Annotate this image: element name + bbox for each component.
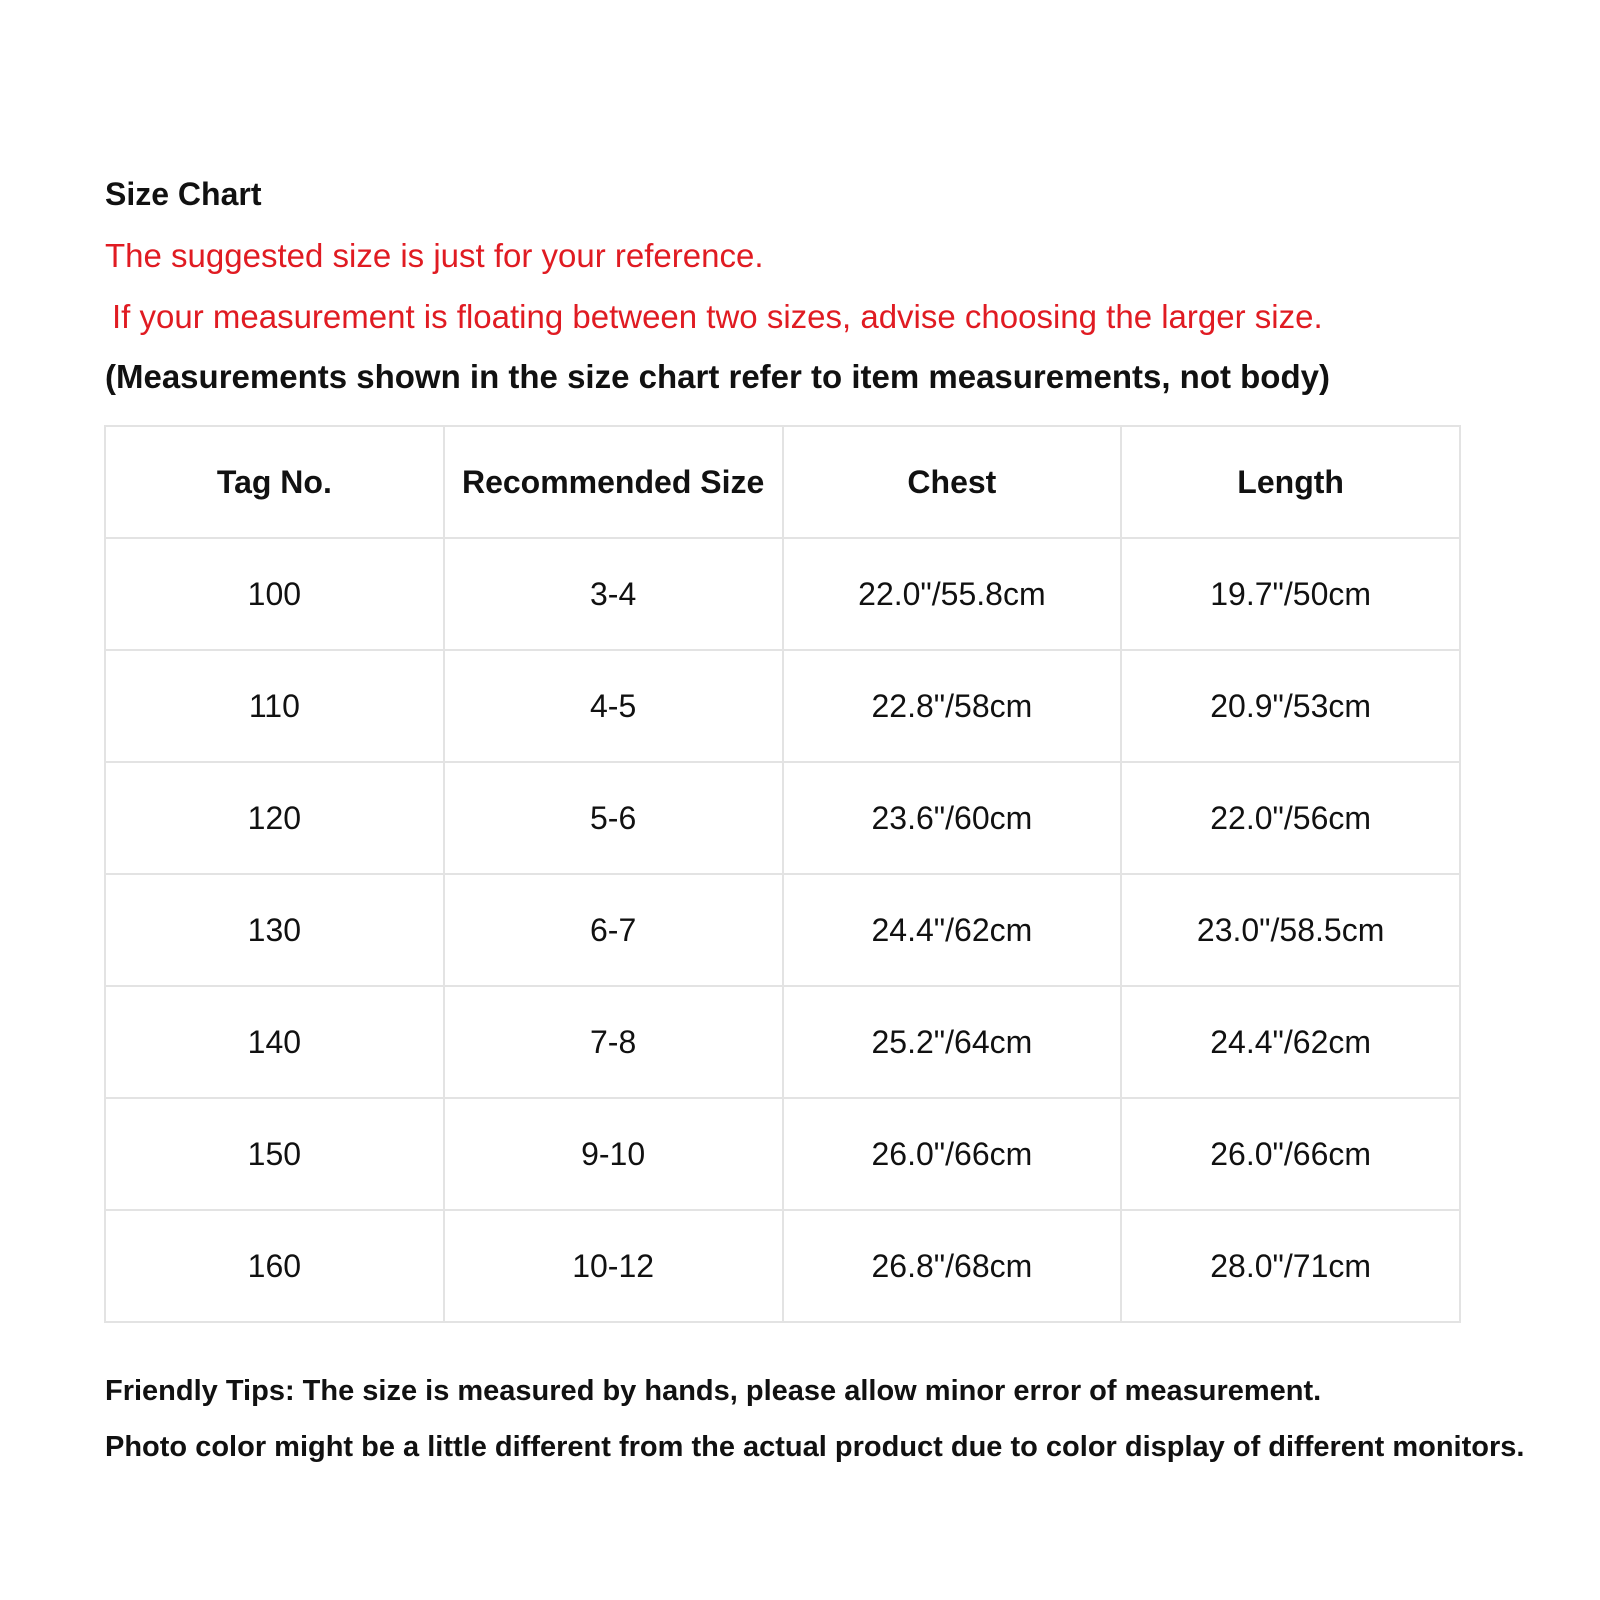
table-row	[105, 1210, 1460, 1322]
measurement-disclaimer: (Measurements shown in the size chart refer to item measurements, not body)	[105, 358, 1330, 395]
length-cell: 19.7"/50cm	[1121, 538, 1460, 650]
size-reference-note: The suggested size is just for your reference.	[105, 237, 764, 274]
column-header-tag-no: Tag No.	[105, 426, 444, 538]
column-header-length: Length	[1121, 426, 1460, 538]
recommended-size-cell: 3-4	[444, 538, 783, 650]
larger-size-advice-note: If your measurement is floating between two sizes, advise choosing the larger size.	[112, 298, 1323, 335]
tag-no-cell: 130	[105, 874, 444, 986]
chest-cell: 23.6"/60cm	[783, 762, 1122, 874]
tag-no-cell: 110	[105, 650, 444, 762]
recommended-size-cell: 6-7	[444, 874, 783, 986]
tag-no-cell: 120	[105, 762, 444, 874]
table-header-row	[105, 426, 1460, 538]
table-row	[105, 762, 1460, 874]
photo-color-tip: Photo color might be a little different from the actual product due to color display of different monitors.	[105, 1431, 1525, 1463]
recommended-size-cell: 7-8	[444, 986, 783, 1098]
chest-cell: 22.8"/58cm	[783, 650, 1122, 762]
table-row	[105, 874, 1460, 986]
tag-no-cell: 100	[105, 538, 444, 650]
table-row	[105, 650, 1460, 762]
recommended-size-cell: 4-5	[444, 650, 783, 762]
chest-cell: 26.8"/68cm	[783, 1210, 1122, 1322]
chest-cell: 25.2"/64cm	[783, 986, 1122, 1098]
recommended-size-cell: 5-6	[444, 762, 783, 874]
length-cell: 24.4"/62cm	[1121, 986, 1460, 1098]
table-row	[105, 986, 1460, 1098]
column-header-recommended-size: Recommended Size	[444, 426, 783, 538]
size-chart-table	[104, 425, 1461, 1323]
tag-no-cell: 140	[105, 986, 444, 1098]
length-cell: 26.0"/66cm	[1121, 1098, 1460, 1210]
chest-cell: 22.0"/55.8cm	[783, 538, 1122, 650]
length-cell: 22.0"/56cm	[1121, 762, 1460, 874]
recommended-size-cell: 10-12	[444, 1210, 783, 1322]
length-cell: 20.9"/53cm	[1121, 650, 1460, 762]
chest-cell: 24.4"/62cm	[783, 874, 1122, 986]
column-header-chest: Chest	[783, 426, 1122, 538]
table-row	[105, 1098, 1460, 1210]
friendly-tip-measurement: Friendly Tips: The size is measured by hands, please allow minor error of measurement.	[105, 1375, 1322, 1407]
tag-no-cell: 160	[105, 1210, 444, 1322]
page-title: Size Chart	[105, 176, 262, 212]
recommended-size-cell: 9-10	[444, 1098, 783, 1210]
length-cell: 23.0"/58.5cm	[1121, 874, 1460, 986]
length-cell: 28.0"/71cm	[1121, 1210, 1460, 1322]
tag-no-cell: 150	[105, 1098, 444, 1210]
table-row	[105, 538, 1460, 650]
chest-cell: 26.0"/66cm	[783, 1098, 1122, 1210]
